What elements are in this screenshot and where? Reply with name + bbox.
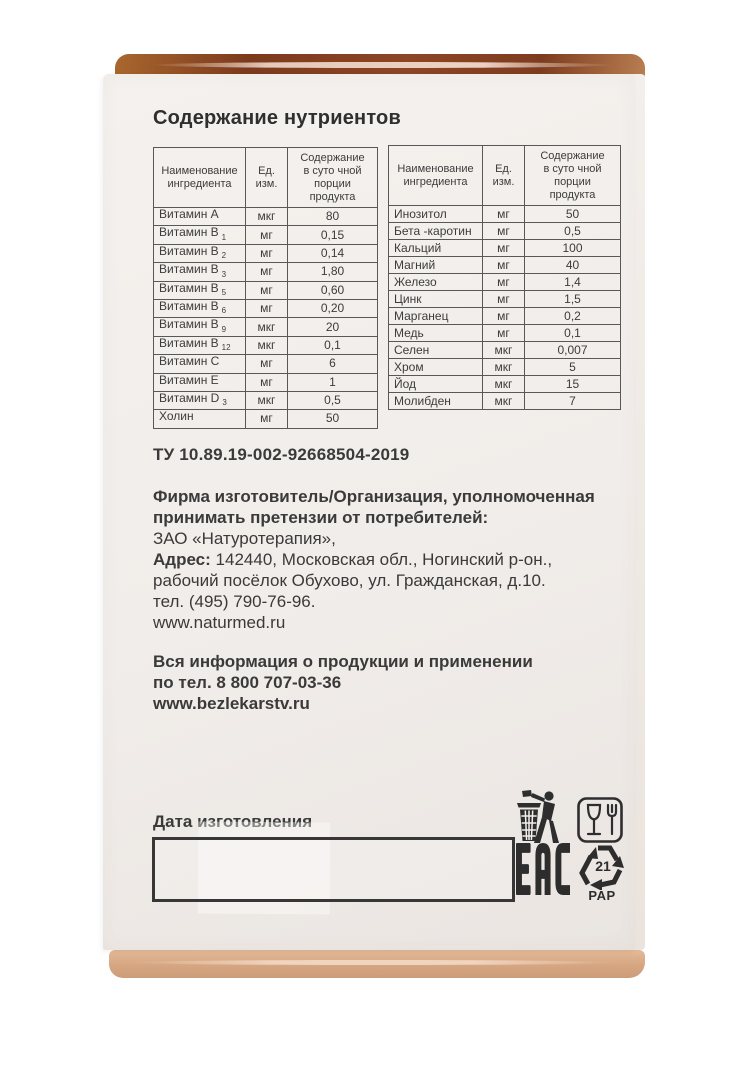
cell-ingredient: Цинк bbox=[389, 291, 483, 308]
nutrient-table-vitamins bbox=[153, 147, 377, 429]
subscript: 3 bbox=[222, 398, 227, 408]
address-line: рабочий посёлок Обухово, ул. Гражданская, д.10. bbox=[153, 571, 546, 590]
cell-value: 0,15 bbox=[288, 226, 378, 244]
header-content: Содержание в суто чной порции продукта bbox=[288, 148, 378, 208]
table-row bbox=[154, 208, 378, 226]
manufacturer-block bbox=[153, 486, 595, 633]
cell-value: 100 bbox=[525, 240, 621, 257]
cell-ingredient: Бета -каротин bbox=[389, 223, 483, 240]
company-name: ЗАО «Натуротерапия», bbox=[153, 529, 336, 548]
cell-value: 1,4 bbox=[525, 274, 621, 291]
cell-unit: мкг bbox=[246, 391, 288, 409]
cell-ingredient: Холин bbox=[154, 410, 246, 428]
cell-value: 20 bbox=[288, 318, 378, 336]
phone-line: тел. (495) 790-76-96. bbox=[153, 592, 316, 611]
cell-value: 1 bbox=[288, 373, 378, 391]
subscript: 2 bbox=[221, 251, 227, 261]
table-row bbox=[154, 299, 378, 317]
cell-ingredient: Витамин В $_6$ bbox=[154, 299, 246, 317]
table-row bbox=[154, 410, 378, 428]
header-unit: Ед. изм. bbox=[246, 148, 288, 208]
cell-unit: мг bbox=[483, 308, 525, 325]
cell-value: 7 bbox=[525, 393, 621, 410]
table-row bbox=[389, 274, 621, 291]
cell-unit: мг bbox=[483, 274, 525, 291]
cell-value: 50 bbox=[525, 206, 621, 223]
table-row bbox=[389, 359, 621, 376]
cell-value: 40 bbox=[525, 257, 621, 274]
subscript: 1 bbox=[221, 232, 227, 242]
table-row bbox=[389, 325, 621, 342]
cell-ingredient: Витамин В $_1$ bbox=[154, 226, 246, 244]
cell-value: 0,007 bbox=[525, 342, 621, 359]
cell-unit: мг bbox=[246, 355, 288, 373]
cell-unit: мкг bbox=[483, 359, 525, 376]
table-row bbox=[154, 244, 378, 262]
table-row bbox=[154, 373, 378, 391]
cell-value: 0,1 bbox=[525, 325, 621, 342]
cell-unit: мг bbox=[483, 257, 525, 274]
table-row bbox=[389, 308, 621, 325]
info-line: Вся информация о продукции и применении bbox=[153, 652, 533, 671]
cell-ingredient: Селен bbox=[389, 342, 483, 359]
cell-ingredient: Инозитол bbox=[389, 206, 483, 223]
production-date-stamp-box bbox=[152, 837, 515, 902]
table-row bbox=[154, 226, 378, 244]
production-date-label: Дата изготовления bbox=[153, 812, 313, 831]
cell-ingredient: Молибден bbox=[389, 393, 483, 410]
cell-ingredient: Витамин В $_2$ bbox=[154, 244, 246, 262]
cell-value: 1,5 bbox=[525, 291, 621, 308]
subscript: 12 bbox=[221, 343, 231, 353]
cell-value: 15 bbox=[525, 376, 621, 393]
cell-value: 5 bbox=[525, 359, 621, 376]
eac-mark bbox=[516, 843, 570, 895]
table-row bbox=[154, 355, 378, 373]
cell-value: 0,2 bbox=[525, 308, 621, 325]
table-row bbox=[389, 393, 621, 410]
table-row bbox=[154, 318, 378, 336]
cell-value: 0,5 bbox=[288, 391, 378, 409]
cell-ingredient: Йод bbox=[389, 376, 483, 393]
cell-unit: мг bbox=[246, 410, 288, 428]
cell-ingredient: Витамин В $_9$ bbox=[154, 318, 246, 336]
cell-value: 6 bbox=[288, 355, 378, 373]
cell-ingredient: Магний bbox=[389, 257, 483, 274]
table-row bbox=[389, 342, 621, 359]
table-row bbox=[154, 391, 378, 409]
table-row bbox=[389, 257, 621, 274]
subscript: 9 bbox=[221, 324, 227, 334]
header-ingredient: Наименование ингредиента bbox=[154, 148, 246, 208]
subscript: 3 bbox=[221, 269, 227, 279]
cell-unit: мкг bbox=[483, 376, 525, 393]
cell-ingredient: Железо bbox=[389, 274, 483, 291]
cell-ingredient: Хром bbox=[389, 359, 483, 376]
cell-value: 0,20 bbox=[288, 299, 378, 317]
cell-ingredient: Витамин С bbox=[154, 355, 246, 373]
recycle-code-text: 21 bbox=[595, 858, 611, 874]
table-row bbox=[389, 291, 621, 308]
cell-ingredient: Медь bbox=[389, 325, 483, 342]
cell-ingredient: Витамин Е bbox=[154, 373, 246, 391]
table-row bbox=[389, 376, 621, 393]
address-label: Адрес: bbox=[153, 550, 211, 569]
info-phone: по тел. 8 800 707-03-36 bbox=[153, 673, 342, 692]
cell-value: 50 bbox=[288, 410, 378, 428]
product-package-back bbox=[103, 54, 645, 978]
subscript: 6 bbox=[221, 306, 227, 316]
cell-unit: мг bbox=[246, 263, 288, 281]
recycle-pap-icon bbox=[573, 840, 631, 904]
cell-value: 0,5 bbox=[525, 223, 621, 240]
cell-unit: мкг bbox=[483, 393, 525, 410]
table-row bbox=[154, 336, 378, 354]
cell-value: 0,1 bbox=[288, 336, 378, 354]
table-row bbox=[389, 206, 621, 223]
website-naturmed: www.naturmed.ru bbox=[153, 613, 286, 632]
table-row bbox=[154, 263, 378, 281]
tu-standard-number: ТУ 10.89.19-002-92668504-2019 bbox=[153, 445, 410, 464]
table-header-row bbox=[389, 146, 621, 206]
cell-unit: мг bbox=[246, 299, 288, 317]
cell-unit: мг bbox=[246, 244, 288, 262]
cell-unit: мг bbox=[483, 206, 525, 223]
address-line: Адрес: 142440, Московская обл., Ногинский р-он., bbox=[153, 550, 553, 569]
cell-unit: мг bbox=[483, 291, 525, 308]
cell-unit: мг bbox=[246, 373, 288, 391]
header-unit: Ед. изм. bbox=[483, 146, 525, 206]
cell-unit: мг bbox=[483, 240, 525, 257]
cell-unit: мг bbox=[483, 223, 525, 240]
manufacturer-heading: Фирма изготовитель/Организация, уполномоченная bbox=[153, 487, 595, 506]
food-safe-icon bbox=[577, 797, 623, 843]
cell-value: 0,14 bbox=[288, 244, 378, 262]
product-info-block bbox=[153, 651, 533, 714]
cell-ingredient: Витамин А bbox=[154, 208, 246, 226]
cell-ingredient: Витамин В $_5$ bbox=[154, 281, 246, 299]
website-bezlekarstv: www.bezlekarstv.ru bbox=[153, 694, 310, 713]
cell-value: 80 bbox=[288, 208, 378, 226]
header-ingredient: Наименование ингредиента bbox=[389, 146, 483, 206]
cell-value: 0,60 bbox=[288, 281, 378, 299]
cell-ingredient: Витамин В $_3$ bbox=[154, 263, 246, 281]
package-face bbox=[103, 74, 635, 950]
cell-value: 1,80 bbox=[288, 263, 378, 281]
table-header-row bbox=[154, 148, 378, 208]
cell-unit: мкг bbox=[483, 342, 525, 359]
nutrient-table-minerals bbox=[388, 145, 620, 410]
header-content: Содержание в суто чной порции продукта bbox=[525, 146, 621, 206]
table-row bbox=[154, 281, 378, 299]
cell-ingredient: Кальций bbox=[389, 240, 483, 257]
section-title: Содержание нутриентов bbox=[153, 107, 401, 129]
package-bottom-edge bbox=[109, 950, 645, 978]
manufacturer-heading: принимать претензии от потребителей: bbox=[153, 508, 489, 527]
table-row bbox=[389, 223, 621, 240]
cell-ingredient: Витамин В $_{12}$ bbox=[154, 336, 246, 354]
table-row bbox=[389, 240, 621, 257]
cell-ingredient: Марганец bbox=[389, 308, 483, 325]
cell-ingredient: Витамин D $_3$ bbox=[154, 391, 246, 409]
tidy-man-icon bbox=[517, 790, 563, 846]
cell-unit: мкг bbox=[246, 318, 288, 336]
cell-unit: мкг bbox=[246, 336, 288, 354]
cell-unit: мг bbox=[246, 226, 288, 244]
recycle-material-label: PAP bbox=[588, 888, 616, 903]
subscript: 5 bbox=[221, 287, 227, 297]
cell-unit: мг bbox=[483, 325, 525, 342]
cell-unit: мкг bbox=[246, 208, 288, 226]
cell-unit: мг bbox=[246, 281, 288, 299]
